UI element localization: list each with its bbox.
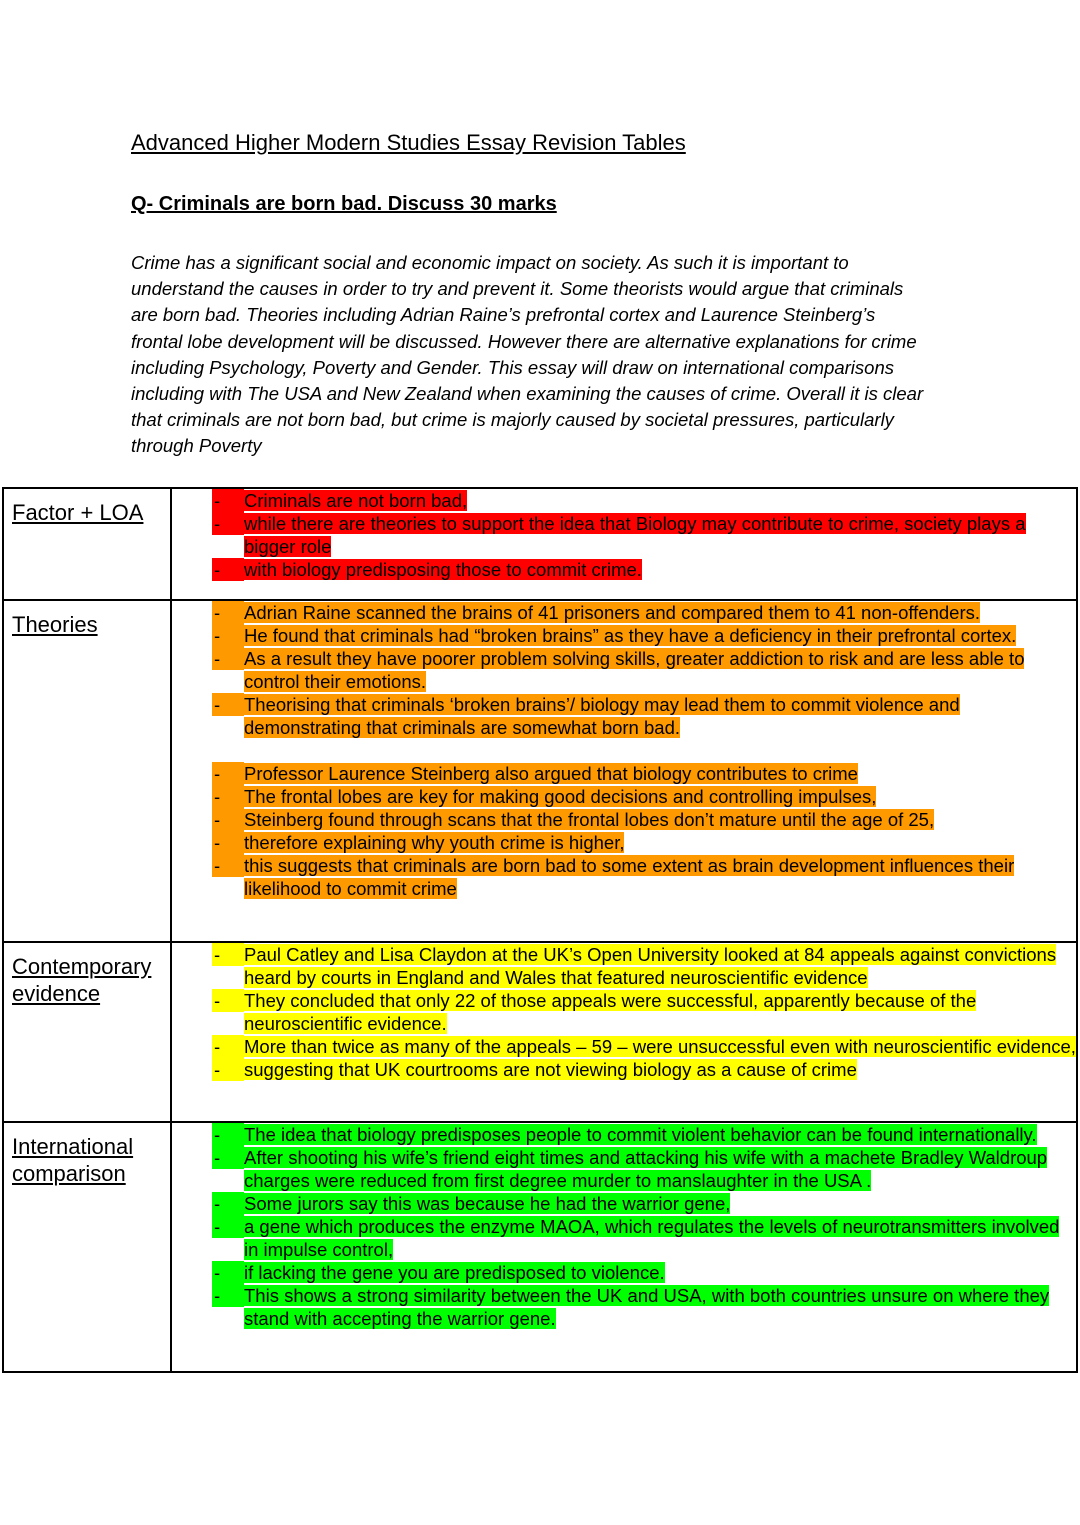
table-row-contemporary-evidence: [3, 942, 1077, 1122]
list-item: [212, 989, 1076, 1035]
row-content-cell: [171, 942, 1077, 1122]
list-item: [212, 1146, 1076, 1192]
point-text: suggesting that UK courtrooms are not viewing biology as a cause of crime: [244, 1059, 857, 1080]
bullet-dash: -: [214, 648, 221, 669]
row-label-cell: [3, 488, 171, 600]
row-label-theories: Theories: [12, 612, 98, 637]
point-text: Criminals are not born bad,: [244, 490, 468, 511]
bullet-dash: -: [214, 1285, 221, 1306]
point-text: Adrian Raine scanned the brains of 41 prisoners and compared them to 41 non-offenders.: [244, 602, 981, 623]
bullet-list-raine: [172, 601, 1076, 739]
list-item: [212, 1261, 1076, 1284]
bullet-list-loa: [172, 489, 1076, 581]
row-label-contemporary-evidence: Contemporary evidence: [12, 954, 152, 1006]
bullet-list-international: [172, 1123, 1076, 1330]
row-label-cell: [3, 600, 171, 942]
point-text: Professor Laurence Steinberg also argued that biology contributes to crime: [244, 763, 858, 784]
bullet-dash: -: [214, 832, 221, 853]
list-item: [212, 1284, 1076, 1330]
list-item: [212, 558, 1076, 581]
introduction-paragraph: Crime has a significant social and economic impact on society. As such it is important to understand the causes in order to try and prevent it. Some theorists would argue that criminals are born bad. Theories including Adrian Raine’s prefrontal cortex and Laurence Steinberg’s frontal lobe development will be discussed. However there are alternative explanations for crime including Psychology, Poverty and Gender. This essay will draw on international comparisons including with The USA and New Zealand when examining the causes of crime. Overall it is clear that criminals are not born bad, but crime is majorly caused by societal pressures, particularly through Poverty: [131, 252, 924, 457]
list-item: [212, 1035, 1076, 1058]
row-label-cell: [3, 942, 171, 1122]
bullet-dash: -: [214, 1262, 221, 1283]
point-text: while there are theories to support the idea that Biology may contribute to crime, society plays a bigger role: [244, 513, 1026, 557]
list-item: [212, 1058, 1076, 1081]
bullet-dash: -: [214, 786, 221, 807]
point-text: This shows a strong similarity between the UK and USA, with both countries unsure on where they stand with accepting the warrior gene.: [244, 1285, 1050, 1329]
bullet-dash: -: [214, 602, 221, 623]
list-item: [212, 624, 1076, 647]
bullet-dash: -: [214, 944, 221, 965]
list-item: [212, 1215, 1076, 1261]
point-text: if lacking the gene you are predisposed to violence.: [244, 1262, 665, 1283]
point-text: Steinberg found through scans that the frontal lobes don’t mature until the age of 25,: [244, 809, 935, 830]
document-title: Advanced Higher Modern Studies Essay Revision Tables: [131, 130, 686, 155]
bullet-dash: -: [214, 513, 221, 534]
point-text: a gene which produces the enzyme MAOA, which regulates the levels of neurotransmitters involved in impulse control,: [244, 1216, 1060, 1260]
list-item: [212, 601, 1076, 624]
bullet-dash: -: [214, 1036, 221, 1057]
row-content-cell: [171, 600, 1077, 942]
table-row-factor-loa: [3, 488, 1077, 600]
table-row-international-comparison: [3, 1122, 1077, 1372]
list-item: [212, 785, 1076, 808]
point-text: Some jurors say this was because he had the warrior gene,: [244, 1193, 731, 1214]
list-item: [212, 1192, 1076, 1215]
point-text: with biology predisposing those to commit crime.: [244, 559, 642, 580]
point-text: The idea that biology predisposes people to commit violent behavior can be found internationally.: [244, 1124, 1037, 1145]
point-text: After shooting his wife’s friend eight times and attacking his wife with a machete Bradley Waldroup charges were reduced from first degree murder to manslaughter in the USA .: [244, 1147, 1048, 1191]
bullet-dash: -: [214, 1216, 221, 1237]
bullet-dash: -: [214, 990, 221, 1011]
bullet-dash: -: [214, 1193, 221, 1214]
bullet-list-evidence: [172, 943, 1076, 1081]
point-text: this suggests that criminals are born bad to some extent as brain development influences their likelihood to commit crime: [244, 855, 1015, 899]
row-label-international-comparison: International comparison: [12, 1134, 134, 1186]
point-text: Theorising that criminals ‘broken brains’/ biology may lead them to commit violence and demonstrating that criminals are somewhat born bad.: [244, 694, 960, 738]
bullet-dash: -: [214, 763, 221, 784]
list-item: [212, 693, 1076, 739]
list-item: [212, 512, 1076, 558]
point-text: He found that criminals had “broken brains” as they have a deficiency in their prefrontal cortex.: [244, 625, 1017, 646]
bullet-dash: -: [214, 490, 221, 511]
bullet-dash: -: [214, 1147, 221, 1168]
table-row-theories: [3, 600, 1077, 942]
point-text: They concluded that only 22 of those appeals were successful, apparently because of the neuroscientific evidence.: [244, 990, 977, 1034]
list-item: [212, 762, 1076, 785]
list-item: [212, 943, 1076, 989]
bullet-dash: -: [214, 694, 221, 715]
point-text: As a result they have poorer problem solving skills, greater addiction to risk and are less able to control their emotions.: [244, 648, 1025, 692]
list-item: [212, 489, 1076, 512]
bullet-dash: -: [214, 855, 221, 876]
list-item: [212, 1123, 1076, 1146]
row-content-cell: [171, 488, 1077, 600]
row-label-cell: [3, 1122, 171, 1372]
point-text: More than twice as many of the appeals – 59 – were unsuccessful even with neuroscientific evidence,: [244, 1036, 1076, 1057]
point-text: Paul Catley and Lisa Claydon at the UK’s Open University looked at 84 appeals against convictions heard by courts in England and Wales that featured neuroscientific evidence: [244, 944, 1057, 988]
row-content-cell: [171, 1122, 1077, 1372]
bullet-dash: -: [214, 625, 221, 646]
row-label-factor-loa: Factor + LOA: [12, 500, 144, 525]
bullet-dash: -: [214, 1124, 221, 1145]
list-item: [212, 808, 1076, 831]
list-item: [212, 854, 1076, 900]
bullet-dash: -: [214, 809, 221, 830]
bullet-dash: -: [214, 1059, 221, 1080]
essay-question: Q- Criminals are born bad. Discuss 30 marks: [131, 193, 557, 215]
revision-table: [2, 487, 1078, 1373]
list-item: [212, 831, 1076, 854]
bullet-dash: -: [214, 559, 221, 580]
list-item: [212, 647, 1076, 693]
point-text: The frontal lobes are key for making good decisions and controlling impulses,: [244, 786, 877, 807]
point-text: therefore explaining why youth crime is higher,: [244, 832, 625, 853]
bullet-list-steinberg: [172, 762, 1076, 900]
